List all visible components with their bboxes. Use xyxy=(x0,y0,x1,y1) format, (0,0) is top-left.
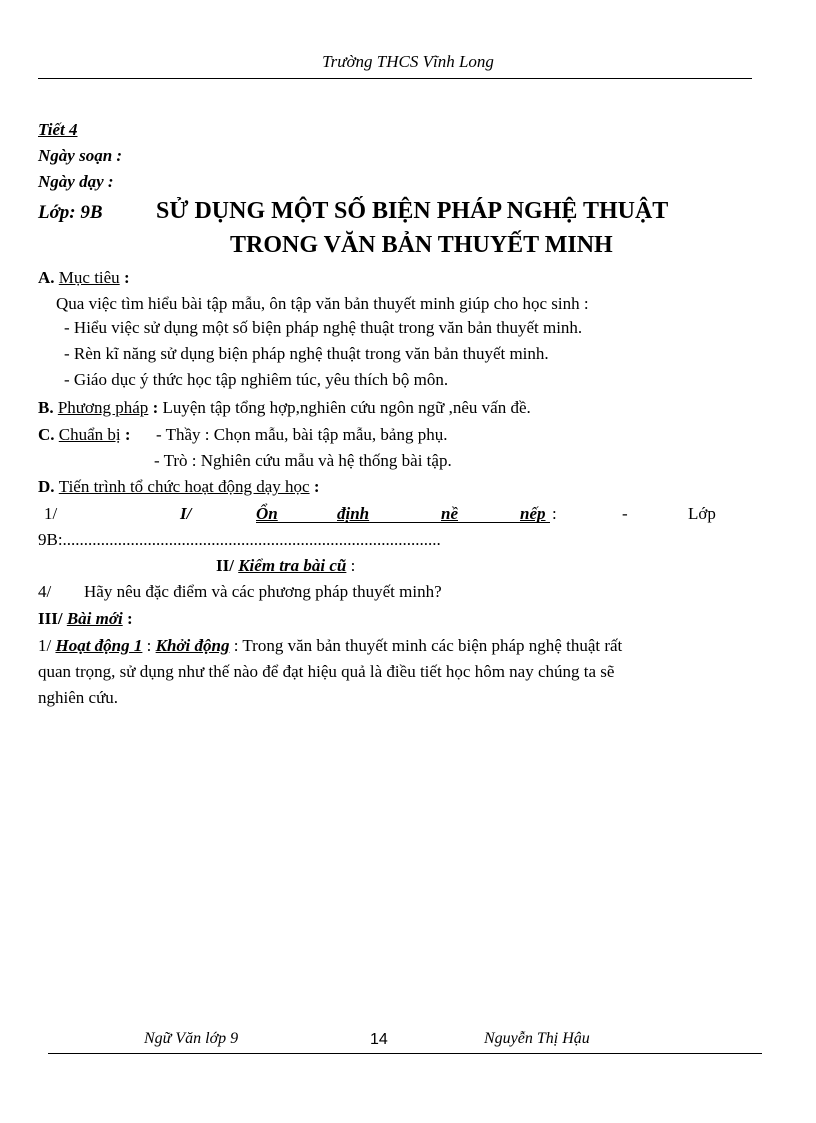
step1-time: 1/ xyxy=(44,504,58,523)
section-a-item: - Rèn kĩ năng sử dụng biện pháp nghệ thuật trong văn bản thuyết minh. xyxy=(64,344,549,363)
page-number: 14 xyxy=(370,1031,388,1048)
step1-word-4: nếp xyxy=(520,504,546,523)
step1-number: I/ xyxy=(180,504,192,523)
lesson-title-line2: TRONG VĂN BẢN THUYẾT MINH xyxy=(230,232,613,258)
activity-1-line3: nghiên cứu. xyxy=(38,688,119,707)
section-a-item: - Hiểu việc sử dụng một số biện pháp nghệ thuật trong văn bản thuyết minh. xyxy=(64,318,583,337)
footer-rule xyxy=(48,1053,762,1054)
step1-class: Lớp xyxy=(688,504,716,523)
lesson-period: Tiết 4 xyxy=(38,120,78,139)
section-a-heading: A. Mục tiêu : xyxy=(38,268,130,287)
activity-1-line1: 1/ Hoạt động 1 : Khởi động : Trong văn bản thuyết minh các biện pháp nghệ thuật rất xyxy=(38,636,623,655)
header-rule xyxy=(38,78,752,79)
step1-word-3: nề xyxy=(441,504,458,523)
class-label: Lớp: 9B xyxy=(38,202,103,223)
section-c-teacher: - Thầy : Chọn mẫu, bài tập mẫu, bảng phụ. xyxy=(156,425,448,444)
step3-heading: III/ Bài mới : xyxy=(38,609,133,628)
section-a-item: - Giáo dục ý thức học tập nghiêm túc, yêu thích bộ môn. xyxy=(64,370,449,389)
section-c-heading: C. Chuẩn bị : xyxy=(38,425,131,444)
step2-heading: II/ Kiểm tra bài cũ : xyxy=(216,556,356,575)
activity-1-line2: quan trọng, sử dụng như thế nào để đạt hiệu quả là điều tiết học hôm nay chúng ta sẽ xyxy=(38,662,615,681)
section-c-student: - Trò : Nghiên cứu mẫu và hệ thống bài tập. xyxy=(154,451,452,470)
step1-dash: - xyxy=(622,504,628,523)
footer-author: Nguyễn Thị Hậu xyxy=(484,1030,590,1047)
step1-word-2: định xyxy=(337,504,370,523)
step1-colon: : xyxy=(552,504,557,523)
lesson-title-line1: SỬ DỤNG MỘT SỐ BIỆN PHÁP NGHỆ THUẬT xyxy=(156,198,669,224)
step1-underline-gaps xyxy=(256,522,550,523)
teach-date-label: Ngày dạy : xyxy=(38,172,114,191)
section-a-intro: Qua việc tìm hiểu bài tập mẫu, ôn tập văn bản thuyết minh giúp cho học sinh : xyxy=(56,294,589,313)
footer-subject: Ngữ Văn lớp 9 xyxy=(144,1030,239,1047)
section-d-heading: D. Tiến trình tổ chức hoạt động dạy học : xyxy=(38,477,320,496)
page-header xyxy=(0,52,816,72)
prep-date-label: Ngày soạn : xyxy=(38,146,123,165)
section-b: B. Phương pháp : Luyện tập tổng hợp,nghiên cứu ngôn ngữ ,nêu vấn đề. xyxy=(38,398,531,417)
review-question-time: 4/ xyxy=(38,582,52,601)
review-question: Hãy nêu đặc điểm và các phương pháp thuyết minh? xyxy=(84,582,442,601)
step1-word-1: Ổn xyxy=(256,504,278,523)
step1-line2: 9B:......................................................................................... xyxy=(38,530,441,549)
header-school: Trường THCS Vĩnh Long xyxy=(322,52,494,71)
